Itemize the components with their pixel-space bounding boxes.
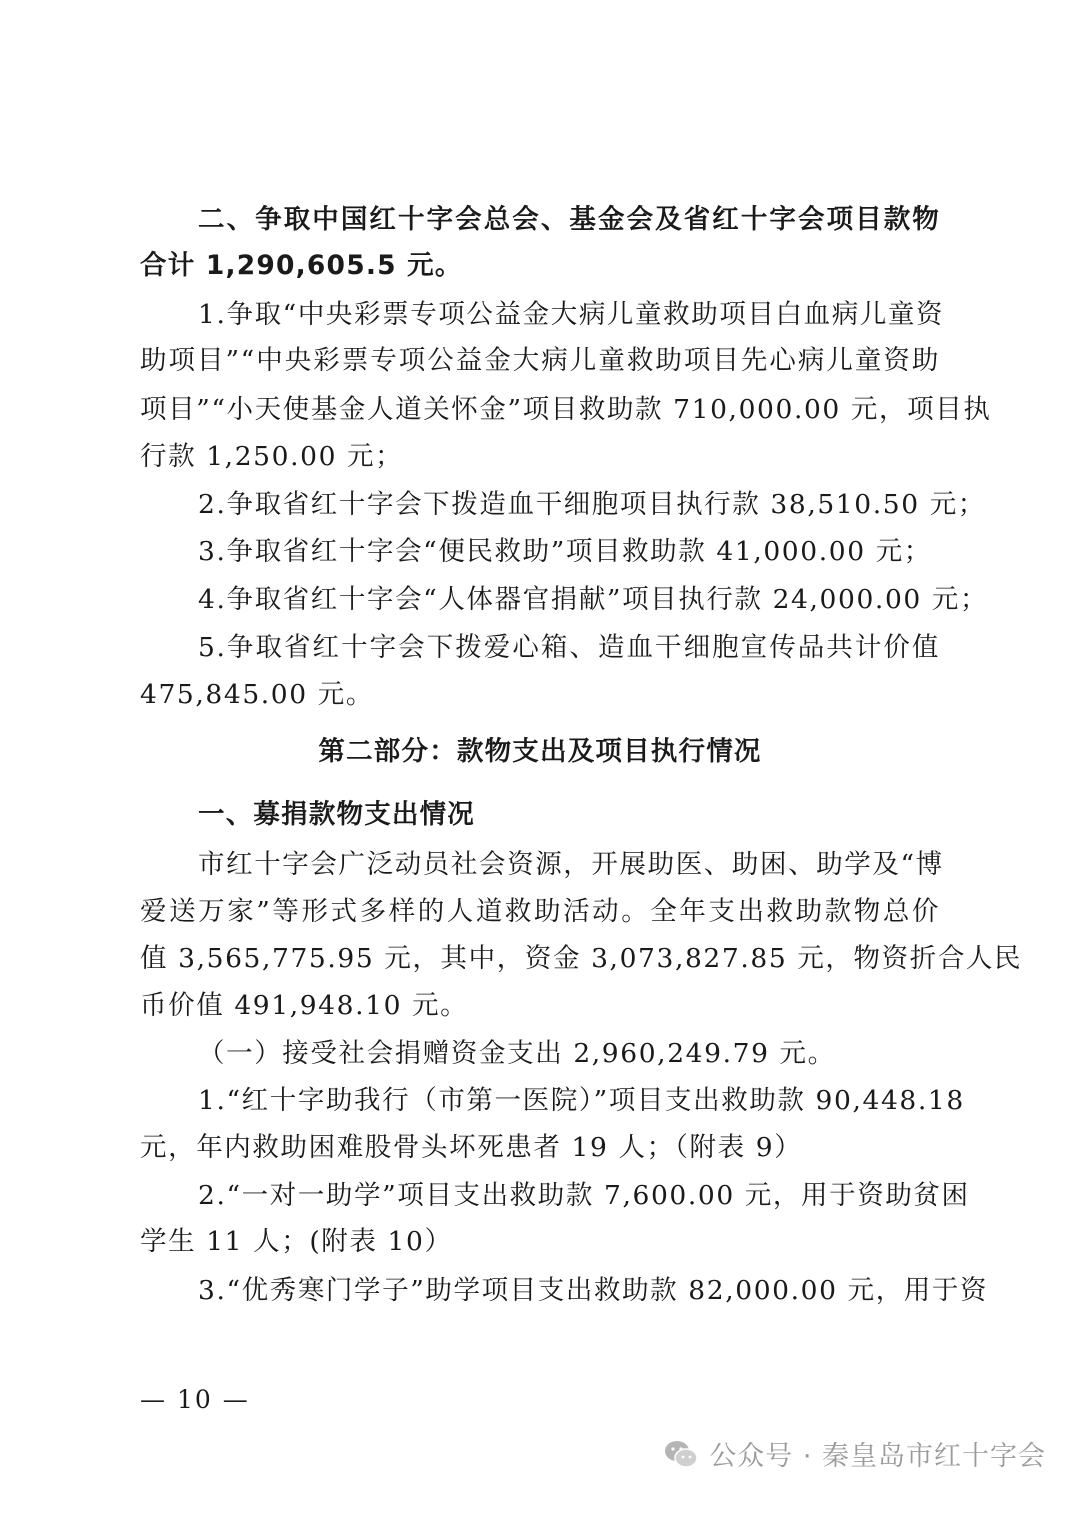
paragraph-line: 值 3,565,775.95 元，其中，资金 3,073,827.85 元，物资折合人民 [140, 943, 1023, 974]
paragraph-line: 市红十字会广泛动员社会资源，开展助医、助困、助学及“博 [198, 849, 944, 880]
subsection-heading: 一、募捐款物支出情况 [198, 799, 475, 830]
section-heading: 二、争取中国红十字会总会、基金会及省红十字会项目款物 [198, 204, 940, 235]
paragraph-line: 2.争取省红十字会下拨造血干细胞项目执行款 38,510.50 元； [198, 489, 986, 520]
paragraph-line: 1.“红十字助我行（市第一医院）”项目支出救助款 90,448.18 [198, 1085, 965, 1116]
section-heading-cont: 合计 1,290,605.5 元。 [140, 250, 463, 281]
paragraph-line: 币价值 491,948.10 元。 [140, 990, 469, 1021]
paragraph-line: 元，年内救助困难股骨头坏死患者 19 人；（附表 9） [140, 1132, 803, 1163]
paragraph-line: 行款 1,250.00 元； [140, 441, 404, 472]
paragraph-line: 5.争取省红十字会下拨爱心箱、造血干细胞宣传品共计价值 [198, 632, 940, 663]
paragraph-line: 3.争取省红十字会“便民救助”项目救助款 41,000.00 元； [198, 536, 932, 567]
watermark [663, 1434, 1046, 1473]
paragraph-line: （一）接受社会捐赠资金支出 2,960,249.79 元。 [198, 1038, 836, 1069]
paragraph-line: 2.“一对一助学”项目支出救助款 7,600.00 元，用于资助贫困 [198, 1180, 970, 1211]
watermark-text: 公众号 · 秦皇岛市红十字会 [709, 1441, 1046, 1472]
paragraph-line: 项目”“小天使基金人道关怀金”项目救助款 710,000.00 元，项目执 [140, 394, 992, 425]
paragraph-line: 爱送万家”等形式多样的人道救助活动。全年支出救助款物总价 [140, 896, 940, 927]
wechat-icon [663, 1439, 699, 1469]
paragraph-line: 475,845.00 元。 [140, 679, 374, 710]
page-number: — 10 — [140, 1385, 250, 1414]
paragraph-line: 助项目”“中央彩票专项公益金大病儿童救助项目先心病儿童资助 [140, 345, 940, 376]
paragraph-line: 3.“优秀寒门学子”助学项目支出救助款 82,000.00 元，用于资 [198, 1275, 989, 1306]
paragraph-line: 1.争取“中央彩票专项公益金大病儿童救助项目白血病儿童资 [198, 299, 945, 330]
paragraph-line: 学生 11 人；(附表 10） [140, 1226, 453, 1257]
paragraph-line: 4.争取省红十字会“人体器官捐献”项目执行款 24,000.00 元； [198, 584, 989, 615]
part-heading: 第二部分：款物支出及项目执行情况 [318, 736, 762, 767]
